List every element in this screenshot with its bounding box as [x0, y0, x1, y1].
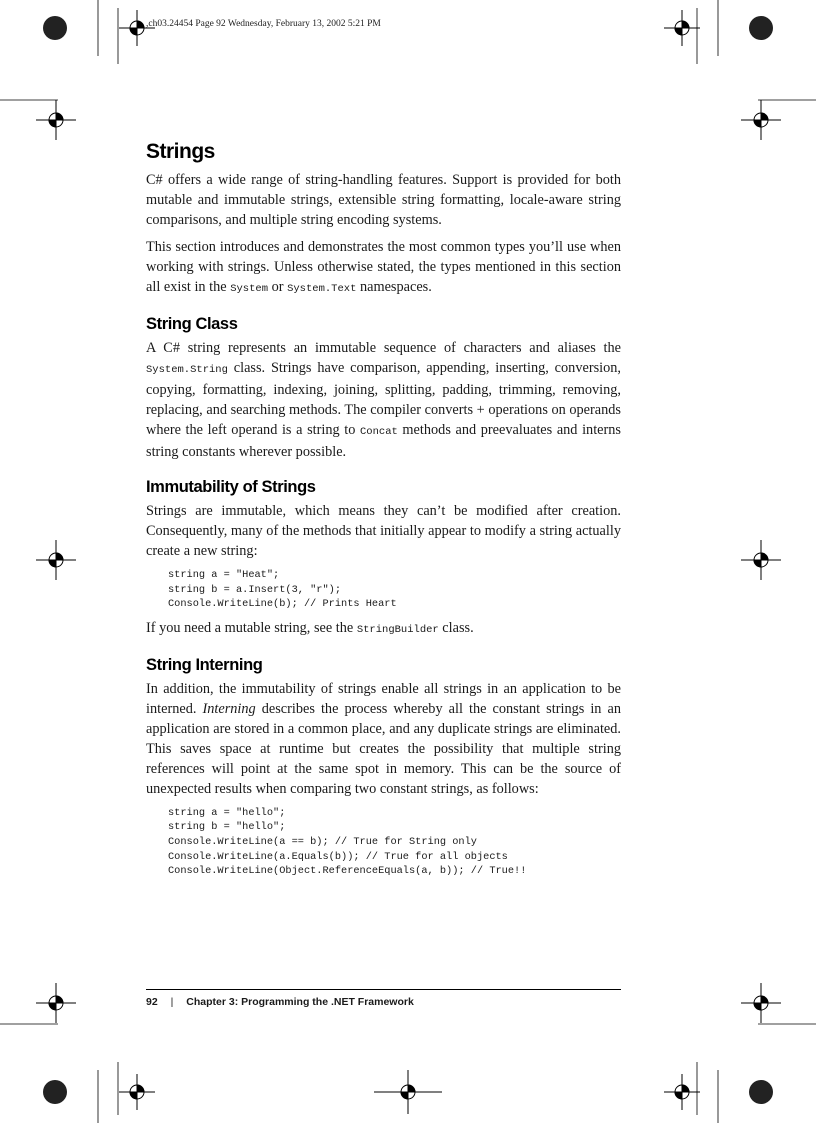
subsection-title-interning: String Interning	[146, 655, 263, 674]
inline-code: System.Text	[287, 283, 357, 295]
intro-paragraph-2: This section introduces and demonstrates the most common types you’ll use when working with strings. Unless otherwise stated, the types mentioned in this section all exist in the System or System.Text namespaces.	[146, 239, 621, 295]
inline-code: System.String	[146, 364, 228, 376]
string-class-paragraph: A C# string represents an immutable sequence of characters and aliases the System.String class. Strings have comparison, appending, inserting, conversion, copying, formatting, indexing, joining, splitting, padding, trimming, removing, replacing, and searching methods. The compiler converts + operations on operands where the left operand is a string to Concat methods and preevaluates and interns string constants wherever possible.	[146, 340, 621, 460]
code-block-interning: string a = "hello"; string b = "hello"; Console.WriteLine(a == b); // True for String only Console.WriteLine(a.Equals(b)); // True for all objects Console.WriteLine(Object.ReferenceEquals(a, b)); // True!!	[168, 806, 527, 878]
subsection-title-immutability: Immutability of Strings	[146, 478, 316, 496]
inline-code: StringBuilder	[356, 623, 439, 636]
immutability-paragraph-2: If you need a mutable string, see the StringBuilder class.	[146, 619, 474, 636]
code-block-immutability: string a = "Heat"; string b = a.Insert(3, "r"); Console.WriteLine(b); // Prints Heart	[168, 569, 397, 611]
inline-code: System	[230, 283, 268, 295]
footer-rule	[146, 989, 621, 990]
interning-paragraph: In addition, the immutability of strings enable all strings in an application to be interned. Interning describes the process whereby all the constant strings in an application are stored in a common place, and any duplicate strings are eliminated. This saves space at runtime but creates the possibility that multiple string references will point at the same spot in memory. This can be the source of unexpected results when comparing two constant strings, as follows:	[146, 680, 621, 797]
footer-separator: |	[170, 996, 174, 1008]
subsection-title-string-class: String Class	[146, 315, 238, 333]
immutability-paragraph: Strings are immutable, which means they can’t be modified after creation. Consequently, many of the methods that initially appear to modify a string actually create a new string:	[146, 503, 621, 559]
chapter-title: Chapter 3: Programming the .NET Framework	[186, 996, 414, 1008]
intro-paragraph-1: C# offers a wide range of string-handling features. Support is provided for both mutable and immutable strings, extensible string formatting, locale-aware string comparisons, and multiple string encoding systems.	[146, 172, 621, 228]
print-slug: ,ch03.24454 Page 92 Wednesday, February 13, 2002 5:21 PM	[146, 19, 381, 29]
page-content	[146, 140, 621, 885]
page-number: 92	[146, 996, 158, 1008]
emphasis-term: Interning	[202, 700, 256, 717]
section-title: Strings	[146, 140, 215, 163]
inline-code: Concat	[360, 426, 398, 438]
page-footer	[146, 996, 414, 1008]
